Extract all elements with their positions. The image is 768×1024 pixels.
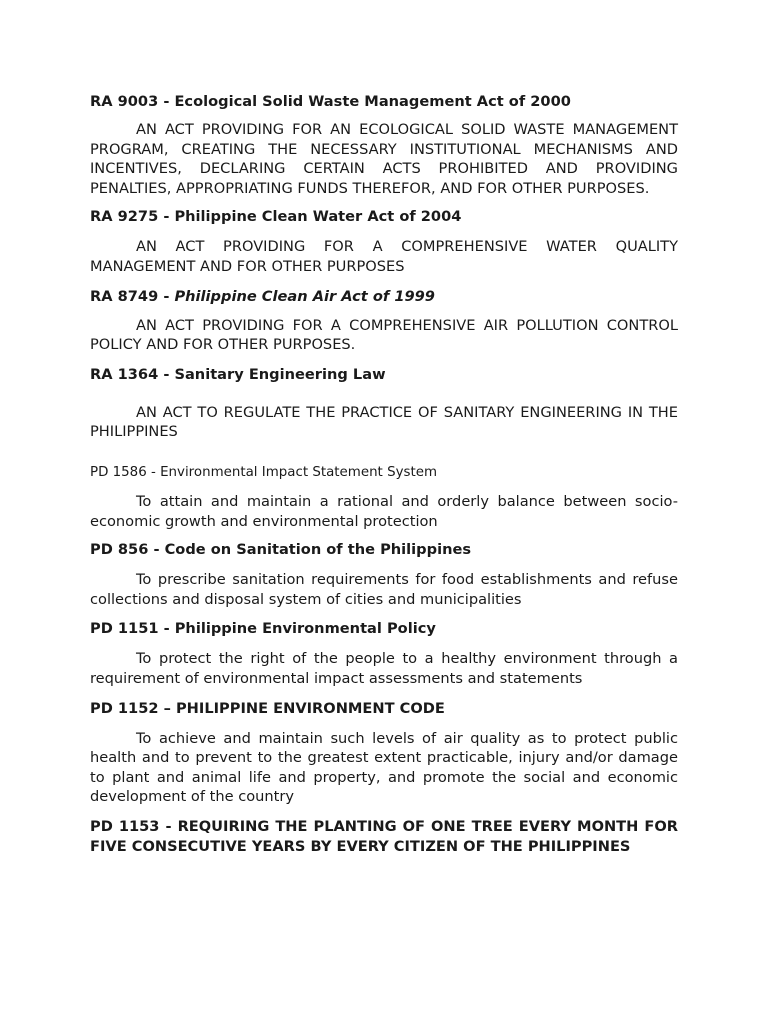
law-heading bbox=[90, 817, 678, 857]
law-title: PHILIPPINE ENVIRONMENT CODE bbox=[175, 699, 445, 717]
law-entry-pd-1152 bbox=[90, 699, 678, 807]
law-entry-pd-1151 bbox=[90, 619, 678, 688]
law-heading bbox=[90, 287, 678, 307]
law-title: Code on Sanitation of the Philippines bbox=[164, 541, 472, 559]
law-description: AN ACT PROVIDING FOR A COMPREHENSIVE WATER QUALITY MANAGEMENT AND FOR OTHER PURPOSES bbox=[90, 238, 678, 275]
law-separator: - bbox=[158, 365, 175, 383]
law-title: Environmental Impact Statement System bbox=[160, 464, 438, 480]
law-entry-ra-8749 bbox=[90, 287, 678, 355]
law-code: RA 9275 bbox=[90, 208, 159, 226]
law-title: Sanitary Engineering Law bbox=[174, 365, 386, 383]
law-title: Philippine Clean Air Act of 1999 bbox=[174, 287, 435, 305]
law-description: To prescribe sanitation requirements for food establishments and refuse collections and disposal system of cities and municipalities bbox=[90, 571, 678, 608]
law-entry-ra-9003 bbox=[90, 92, 678, 198]
law-heading bbox=[90, 699, 678, 719]
law-separator: - bbox=[159, 817, 178, 835]
law-heading bbox=[90, 463, 678, 483]
law-description: AN ACT PROVIDING FOR A COMPREHENSIVE AIR POLLUTION CONTROL POLICY AND FOR OTHER PURPOSES. bbox=[90, 316, 678, 354]
law-entry-ra-1364 bbox=[90, 365, 678, 442]
law-entry-pd-1153 bbox=[90, 817, 678, 857]
document-page bbox=[90, 92, 678, 857]
law-code: PD 1153 bbox=[90, 817, 160, 835]
law-separator: - bbox=[148, 541, 165, 559]
law-description: To attain and maintain a rational and orderly balance between socio-economic growth and environmental protection bbox=[90, 492, 678, 530]
law-separator: - bbox=[146, 464, 161, 480]
law-separator: - bbox=[158, 208, 175, 226]
law-code: RA 1364 bbox=[90, 365, 159, 383]
law-entry-pd-856 bbox=[90, 540, 678, 609]
law-description: To protect the right of the people to a healthy environment through a requirement of environmental impact assessments and statements bbox=[90, 650, 678, 687]
law-title: Ecological Solid Waste Management Act of 2000 bbox=[174, 93, 571, 110]
law-code: RA 9003 bbox=[90, 93, 159, 110]
law-heading bbox=[90, 92, 678, 112]
law-description: AN ACT PROVIDING FOR AN ECOLOGICAL SOLID WASTE MANAGEMENT PROGRAM, CREATING THE NECESSARY INSTITUTIONAL MECHANISMS AND INCENTIVES, DECLARING CERTAIN ACTS PROHIBITED AND PROVIDING PENALTIES, APPROPRIATING FUNDS THEREFOR, AND FOR OTHER PURPOSES. bbox=[90, 121, 678, 197]
law-description: AN ACT TO REGULATE THE PRACTICE OF SANITARY ENGINEERING IN THE PHILIPPINES bbox=[90, 403, 678, 441]
law-code: PD 1586 bbox=[90, 464, 147, 480]
law-description: To achieve and maintain such levels of air quality as to protect public health and to prevent to the greatest extent practicable, injury and/or damage to plant and animal life and property, and promote the social and economic development of the country bbox=[90, 729, 678, 806]
law-code: PD 1152 bbox=[90, 699, 159, 717]
law-title: REQUIRING THE PLANTING OF ONE TREE EVERY MONTH FOR FIVE CONSECUTIVE YEARS BY EVERY CITIZEN OF THE PHILIPPINES bbox=[90, 817, 678, 855]
law-heading bbox=[90, 619, 678, 639]
law-separator: – bbox=[158, 699, 176, 717]
law-separator: - bbox=[158, 287, 175, 305]
law-entry-ra-9275 bbox=[90, 207, 678, 276]
law-heading bbox=[90, 207, 678, 227]
law-separator: - bbox=[158, 93, 175, 110]
law-code: PD 856 bbox=[90, 541, 149, 559]
law-heading bbox=[90, 365, 678, 385]
law-heading bbox=[90, 540, 678, 560]
law-separator: - bbox=[158, 620, 175, 638]
law-title: Philippine Clean Water Act of 2004 bbox=[174, 208, 462, 226]
law-title: Philippine Environmental Policy bbox=[174, 620, 436, 638]
law-code: PD 1151 bbox=[90, 620, 159, 638]
law-code: RA 8749 bbox=[90, 287, 159, 305]
law-entry-pd-1586 bbox=[90, 463, 678, 531]
